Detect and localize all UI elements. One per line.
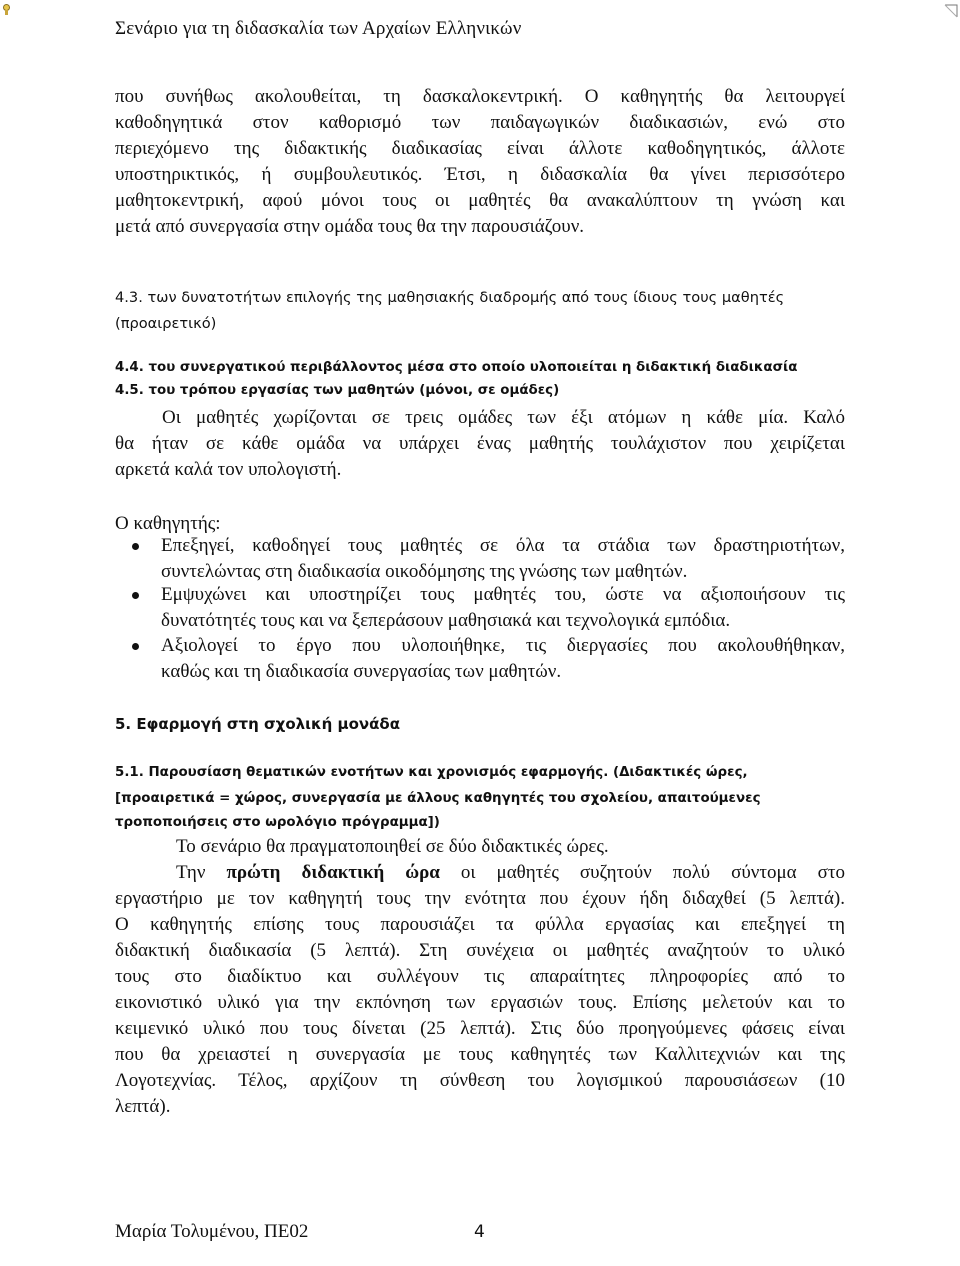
- list-item-continuation: δυνατότητές τους και να ξεπεράσουν μαθησιακά και τεχνολογικά εμπόδια.: [161, 610, 731, 631]
- text-line: Το σενάριο θα πραγματοποιηθεί σε δύο διδακτικές ώρες.: [176, 836, 609, 857]
- bullet-icon: [132, 643, 139, 650]
- text-line: κειμενικό υλικό που τους δίνεται (25 λεπτά). Στις δύο προηγούμενες φάσεις είναι: [115, 1018, 845, 1039]
- section-5-heading: 5. Εφαρμογή στη σχολική μονάδα: [115, 715, 401, 733]
- emphasis-text: πρώτη διδακτική ώρα: [226, 862, 440, 883]
- text-run: οι μαθητές συζητούν πολύ σύντομα στο: [460, 862, 845, 883]
- text-line: [176, 860, 845, 886]
- text-line: υποστηρικτικός, ή συμβουλευτικός. Έτσι, η διδασκαλία θα γίνει περισσότερο: [115, 164, 845, 185]
- section-4-4-heading: 4.4. του συνεργατικού περιβάλλοντος μέσα στο οποίο υλοποιείται η διδακτική διαδικασία: [115, 360, 798, 375]
- bullet-icon: [132, 543, 139, 550]
- section-5-1-title: 5.1. Παρουσίαση θεματικών ενοτήτων και χρονισμός εφαρμογής.: [115, 765, 609, 780]
- section-5-1-line: τροποποιήσεις στο ωρολόγιο πρόγραμμα]): [115, 815, 440, 830]
- list-item: Εμψυχώνει και υποστηρίζει τους μαθητές του, ώστε να αξιοποιήσουν τις: [161, 584, 845, 605]
- teacher-label: Ο καθηγητής:: [115, 513, 221, 534]
- text-line: διδακτική διαδικασία (5 λεπτά). Στη συνέχεια οι μαθητές αναζητούν το υλικό: [115, 940, 845, 961]
- text-line: μαθητοκεντρική, αφού μόνοι τους οι μαθητές θα ανακαλύπτουν τη γνώση και: [115, 190, 845, 211]
- text-line: Ο καθηγητής επίσης τους παρουσιάζει τα φύλλα εργασίας και επεξηγεί τη: [115, 914, 845, 935]
- section-5-1-heading: [115, 765, 845, 780]
- section-5-1-line: [προαιρετικά = χώρος, συνεργασία με άλλους καθηγητές του σχολείου, απαιτούμενες: [115, 791, 761, 806]
- section-4-3-note: (προαιρετικό): [115, 315, 217, 332]
- text-line: Οι μαθητές χωρίζονται σε τρεις ομάδες των έξι ατόμων η κάθε μία. Καλό: [162, 407, 845, 428]
- list-item-continuation: καθώς και τη διαδικασία συνεργασίας των μαθητών.: [161, 661, 562, 682]
- text-line: μετά από συνεργασία στην ομάδα τους θα την παρουσιάζουν.: [115, 216, 585, 237]
- list-item: Επεξηγεί, καθοδηγεί τους μαθητές σε όλα τα στάδια των δραστηριοτήτων,: [161, 535, 845, 556]
- text-line: εργαστήριο με τον καθηγητή τους την ενότητα που έχουν ήδη διδαχθεί (5 λεπτά).: [115, 888, 845, 909]
- text-line: λεπτά).: [115, 1096, 171, 1117]
- text-line: που θα χρειαστεί η συνεργασία με τους καθηγητές των Καλλιτεχνιών και της: [115, 1044, 845, 1065]
- text-line: καθοδηγητικά στον καθορισμό των παιδαγωγικών διαδικασιών, ενώ στο: [115, 112, 845, 133]
- page-number: 4: [474, 1222, 485, 1242]
- text-run: Την: [176, 862, 206, 883]
- page-corner-icon: [944, 4, 958, 18]
- page-header-title: Σενάριο για τη διδασκαλία των Αρχαίων Ελληνικών: [115, 18, 522, 39]
- text-line: θα ήταν σε κάθε ομάδα να υπάρχει ένας μαθητής τουλάχιστον που χειρίζεται: [115, 433, 845, 454]
- text-line: Λογοτεχνίας. Τέλος, αρχίζουν τη σύνθεση του λογισμικού παρουσιάσεων (10: [115, 1070, 845, 1091]
- section-4-3-heading: 4.3. των δυνατοτήτων επιλογής της μαθησιακής διαδρομής από τους ίδιους τους μαθητές: [115, 289, 785, 306]
- text-line: εικονιστικό υλικό για την εκπόνηση των εργασιών τους. Επίσης μελετούν και το: [115, 992, 845, 1013]
- section-4-5-heading: 4.5. του τρόπου εργασίας των μαθητών (μόνοι, σε ομάδες): [115, 383, 560, 398]
- footer-author: Μαρία Τολυμένου, ΠΕ02: [115, 1221, 309, 1242]
- list-item: Αξιολογεί το έργο που υλοποιήθηκε, τις διεργασίες που ακολουθήθηκαν,: [161, 635, 845, 656]
- text-line: τους στο διαδίκτυο και συλλέγουν τις απαραίτητες πληροφορίες από το: [115, 966, 845, 987]
- bookmark-icon: [2, 4, 11, 16]
- list-item-continuation: συντελώντας στη διαδικασία οικοδόμησης της γνώσης των μαθητών.: [161, 561, 688, 582]
- bullet-icon: [132, 592, 139, 599]
- text-line: αρκετά καλά τον υπολογιστή.: [115, 459, 342, 480]
- text-line: περιεχόμενο της διδακτικής διαδικασίας είναι άλλοτε καθοδηγητικός, άλλοτε: [115, 138, 845, 159]
- section-5-1-hours: (Διδακτικές ώρες,: [612, 765, 748, 780]
- text-line: που συνήθως ακολουθείται, τη δασκαλοκεντρική. Ο καθηγητής θα λειτουργεί: [115, 86, 845, 107]
